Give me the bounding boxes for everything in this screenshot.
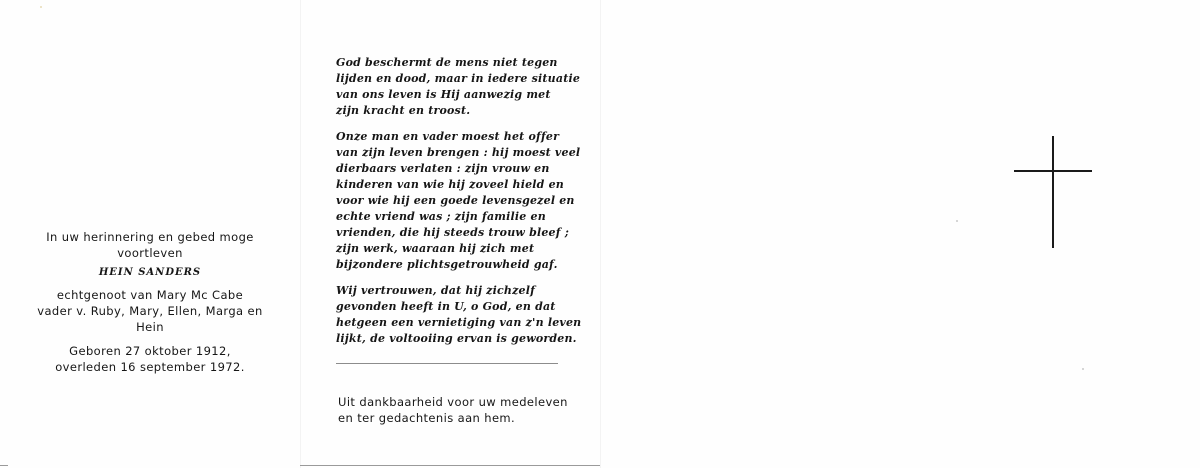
thanks-line: en ter gedachtenis aan hem. [338, 411, 516, 425]
thanks-text [338, 394, 578, 426]
verse-line: gevonden heeft in U, o God, en dat [336, 300, 556, 313]
verse-line: lijden en dood, maar in iedere situatie [336, 72, 581, 85]
verse-line: Wij vertrouwen, dat hij zichzelf [336, 284, 536, 297]
verse-paragraph [336, 55, 581, 119]
verse-line: van zijn leven brengen : hij moest veel [336, 146, 581, 159]
death-date: overleden 16 september 1972. [55, 360, 245, 374]
cross-icon [1014, 136, 1092, 248]
divider-line [336, 363, 558, 364]
verse-line: Onze man en vader moest het offer [336, 130, 560, 143]
verse-line: lijkt, de voltooiing ervan is geworden. [336, 332, 577, 345]
deceased-name: HEIN SANDERS [98, 267, 202, 278]
memorial-text [30, 229, 270, 375]
verse-line: vrienden, die hij steeds trouw bleef ; [336, 226, 569, 239]
spouse-line: echtgenoot van Mary Mc Cabe [56, 288, 244, 302]
verse-paragraph [336, 283, 582, 347]
intro-line: In uw herinnering en gebed moge [46, 230, 254, 244]
verse-line: voor wie hij een goede levensgezel en [336, 194, 575, 207]
verse-paragraph [336, 129, 581, 273]
verse-line: God beschermt de mens niet tegen [336, 56, 558, 69]
verse-line: van ons leven is Hij aanwezig met [336, 88, 551, 101]
verse-line: zijn werk, waaraan hij zich met [336, 242, 535, 255]
verse-line: hetgeen een vernietiging van z'n leven [336, 316, 582, 329]
verse-line: dierbaars verlaten : zijn vrouw en [336, 162, 550, 175]
verse-line: zijn kracht en troost. [336, 104, 471, 117]
verse-line: echte vriend was ; zijn familie en [336, 210, 546, 223]
verse-text [336, 55, 582, 357]
verse-line: bijzondere plichtsgetrouwheid gaf. [336, 258, 558, 271]
verse-line: kinderen van wie hij zoveel hield en [336, 178, 564, 191]
cross-vertical-bar [1052, 136, 1054, 248]
right-panel [600, 0, 1200, 468]
cross-horizontal-bar [1014, 170, 1092, 172]
intro-line: voortleven [117, 246, 183, 260]
birth-date: Geboren 27 oktober 1912, [69, 344, 231, 358]
thanks-line: Uit dankbaarheid voor uw medeleven [338, 395, 568, 409]
left-panel [0, 0, 300, 468]
children-line: vader v. Ruby, Mary, Ellen, Marga en Hein [37, 304, 263, 334]
